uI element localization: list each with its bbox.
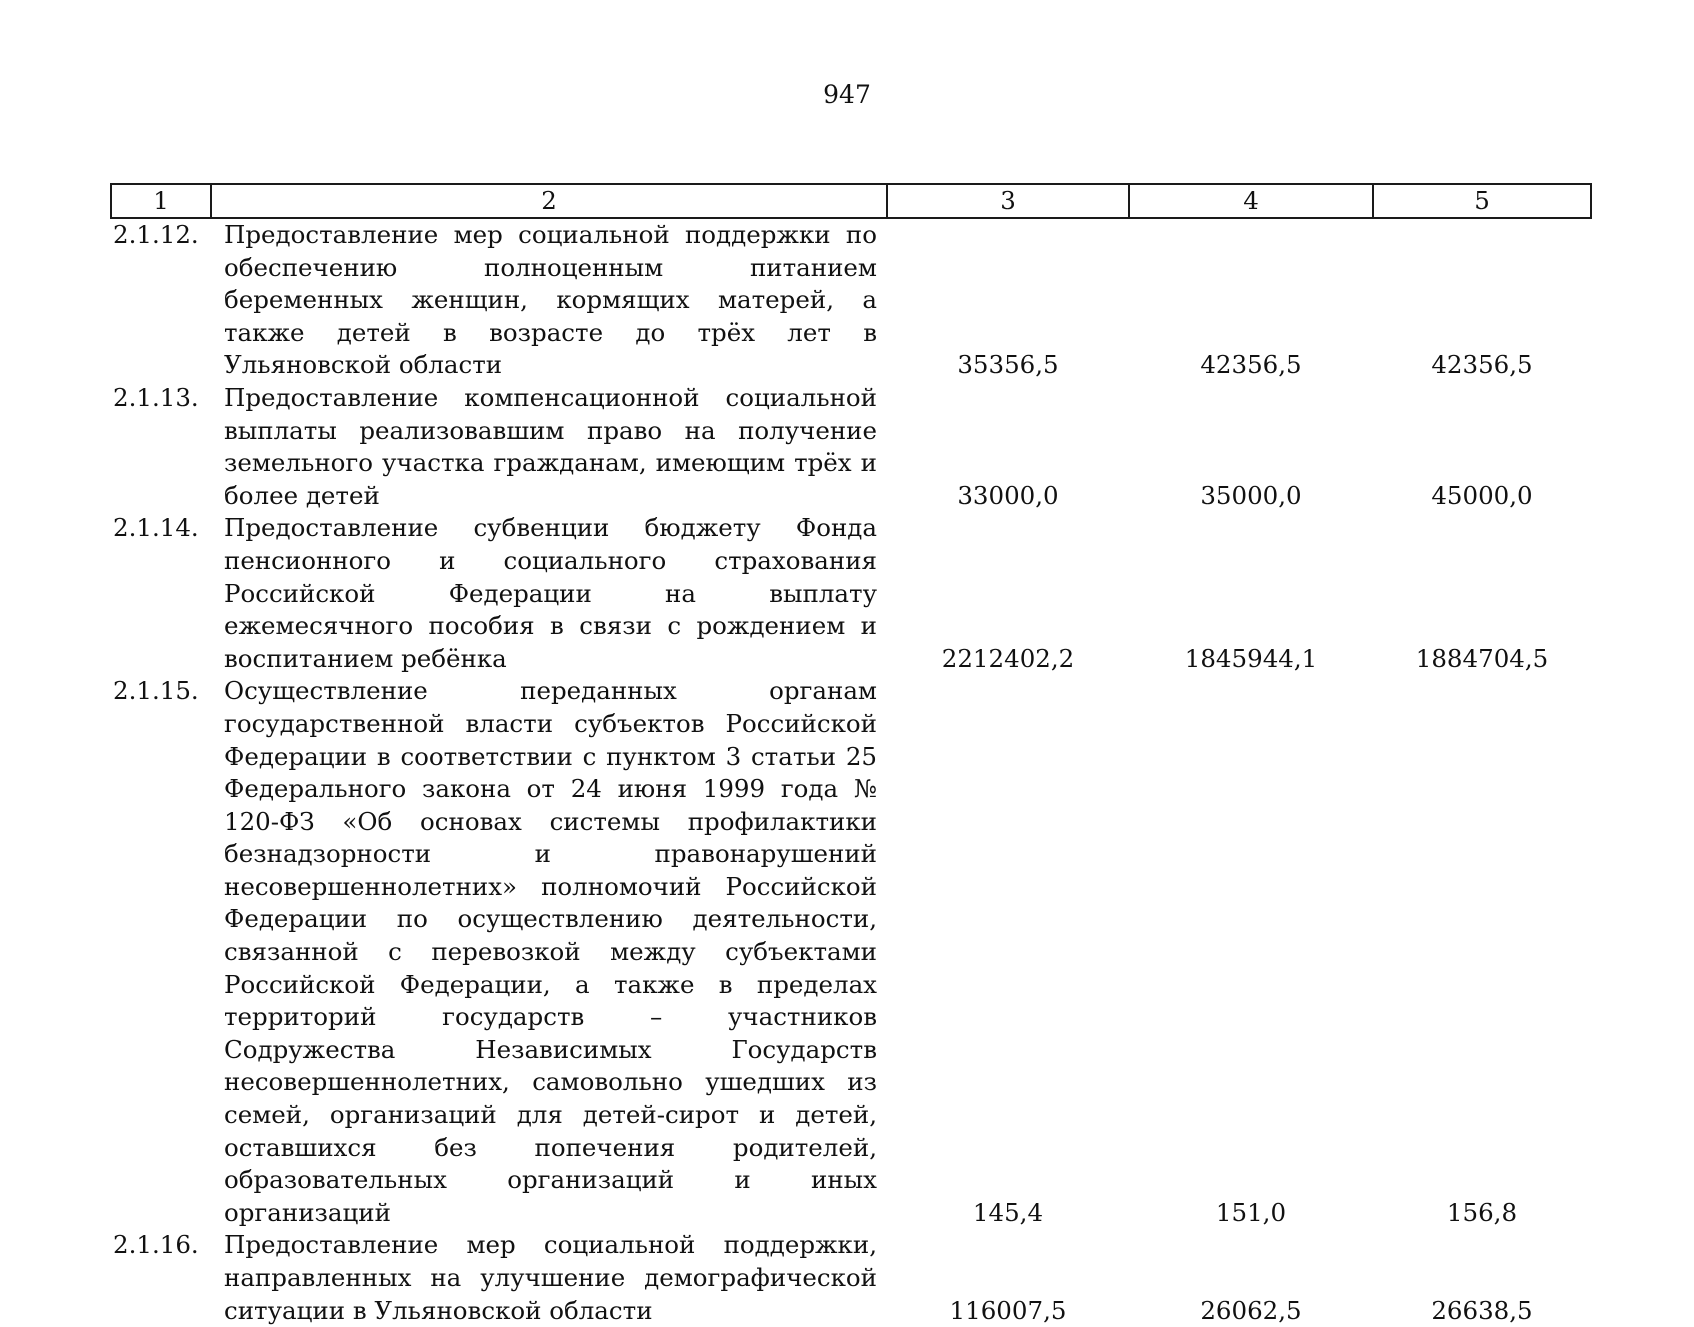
table-row bbox=[111, 382, 1591, 512]
row-value-col5: 156,8 bbox=[1446, 1197, 1518, 1227]
page-number: 947 bbox=[823, 80, 871, 109]
row-value-col3: 145,4 bbox=[972, 1197, 1044, 1227]
row-value-col4: 42356,5 bbox=[1200, 350, 1302, 380]
column-header-1: 1 bbox=[111, 184, 211, 218]
row-value-col5: 1884704,5 bbox=[1415, 643, 1549, 673]
column-header-2: 2 bbox=[211, 184, 887, 218]
column-header-3: 3 bbox=[887, 184, 1129, 218]
table-header bbox=[111, 184, 1591, 218]
table-row bbox=[111, 218, 1591, 382]
row-value-col3: 33000,0 bbox=[957, 480, 1059, 510]
table-row bbox=[111, 512, 1591, 675]
row-value-col5: 26638,5 bbox=[1431, 1295, 1533, 1325]
row-value-col4: 35000,0 bbox=[1200, 480, 1302, 510]
row-value-col4: 151,0 bbox=[1215, 1197, 1287, 1227]
row-value-col4: 1845944,1 bbox=[1184, 643, 1318, 673]
row-number: 2.1.16. bbox=[113, 1230, 199, 1260]
table-row bbox=[111, 1229, 1591, 1327]
budget-table bbox=[110, 183, 1592, 1327]
row-number: 2.1.15. bbox=[113, 676, 199, 706]
header-row bbox=[111, 184, 1591, 218]
row-number: 2.1.14. bbox=[113, 513, 199, 543]
row-value-col3: 35356,5 bbox=[957, 350, 1059, 380]
row-value-col5: 42356,5 bbox=[1431, 350, 1533, 380]
row-value-col4: 26062,5 bbox=[1200, 1295, 1302, 1325]
row-number: 2.1.13. bbox=[113, 382, 199, 412]
row-description: Предоставление мер социальной поддержки по обеспечению полноценным питанием беременных женщин, кормящих матерей, а также детей в возрасте до трёх лет в Ульяновской области bbox=[224, 220, 877, 380]
row-value-col3: 116007,5 bbox=[949, 1295, 1067, 1325]
row-value-col3: 2212402,2 bbox=[941, 643, 1075, 673]
row-description: Предоставление компенсационной социальной выплаты реализовавшим право на получение земельного участка гражданам, имеющим трёх и более детей bbox=[224, 382, 877, 510]
row-number: 2.1.12. bbox=[113, 220, 199, 249]
column-header-4: 4 bbox=[1129, 184, 1373, 218]
row-description: Осуществление переданных органам государственной власти субъектов Российской Федерации в соответствии с пунктом 3 статьи 25 Федерального закона от 24 июня 1999 года № 120-ФЗ «Об основах системы профилактики безнадзорности и правонарушений несовершеннолетних» полномочий Российской Федерации по осуществлению деятельности, связанной с перевозкой между субъектами Российской Федерации, а также в пределах территорий государств – участников Содружества Независимых Государств несовершеннолетних, самовольно ушедших из семей, организаций для детей-сирот и детей, оставшихся без попечения родителей, образовательных организаций и иных организаций bbox=[224, 676, 877, 1227]
table-row bbox=[111, 675, 1591, 1229]
row-value-col5: 45000,0 bbox=[1431, 480, 1533, 510]
row-description: Предоставление мер социальной поддержки, направленных на улучшение демографической ситуации в Ульяновской области bbox=[224, 1230, 877, 1325]
table-body bbox=[111, 218, 1591, 1327]
column-header-5: 5 bbox=[1373, 184, 1591, 218]
row-description: Предоставление субвенции бюджету Фонда пенсионного и социального страхования Российской Федерации на выплату ежемесячного пособия в связи с рождением и воспитанием ребёнка bbox=[224, 513, 877, 673]
